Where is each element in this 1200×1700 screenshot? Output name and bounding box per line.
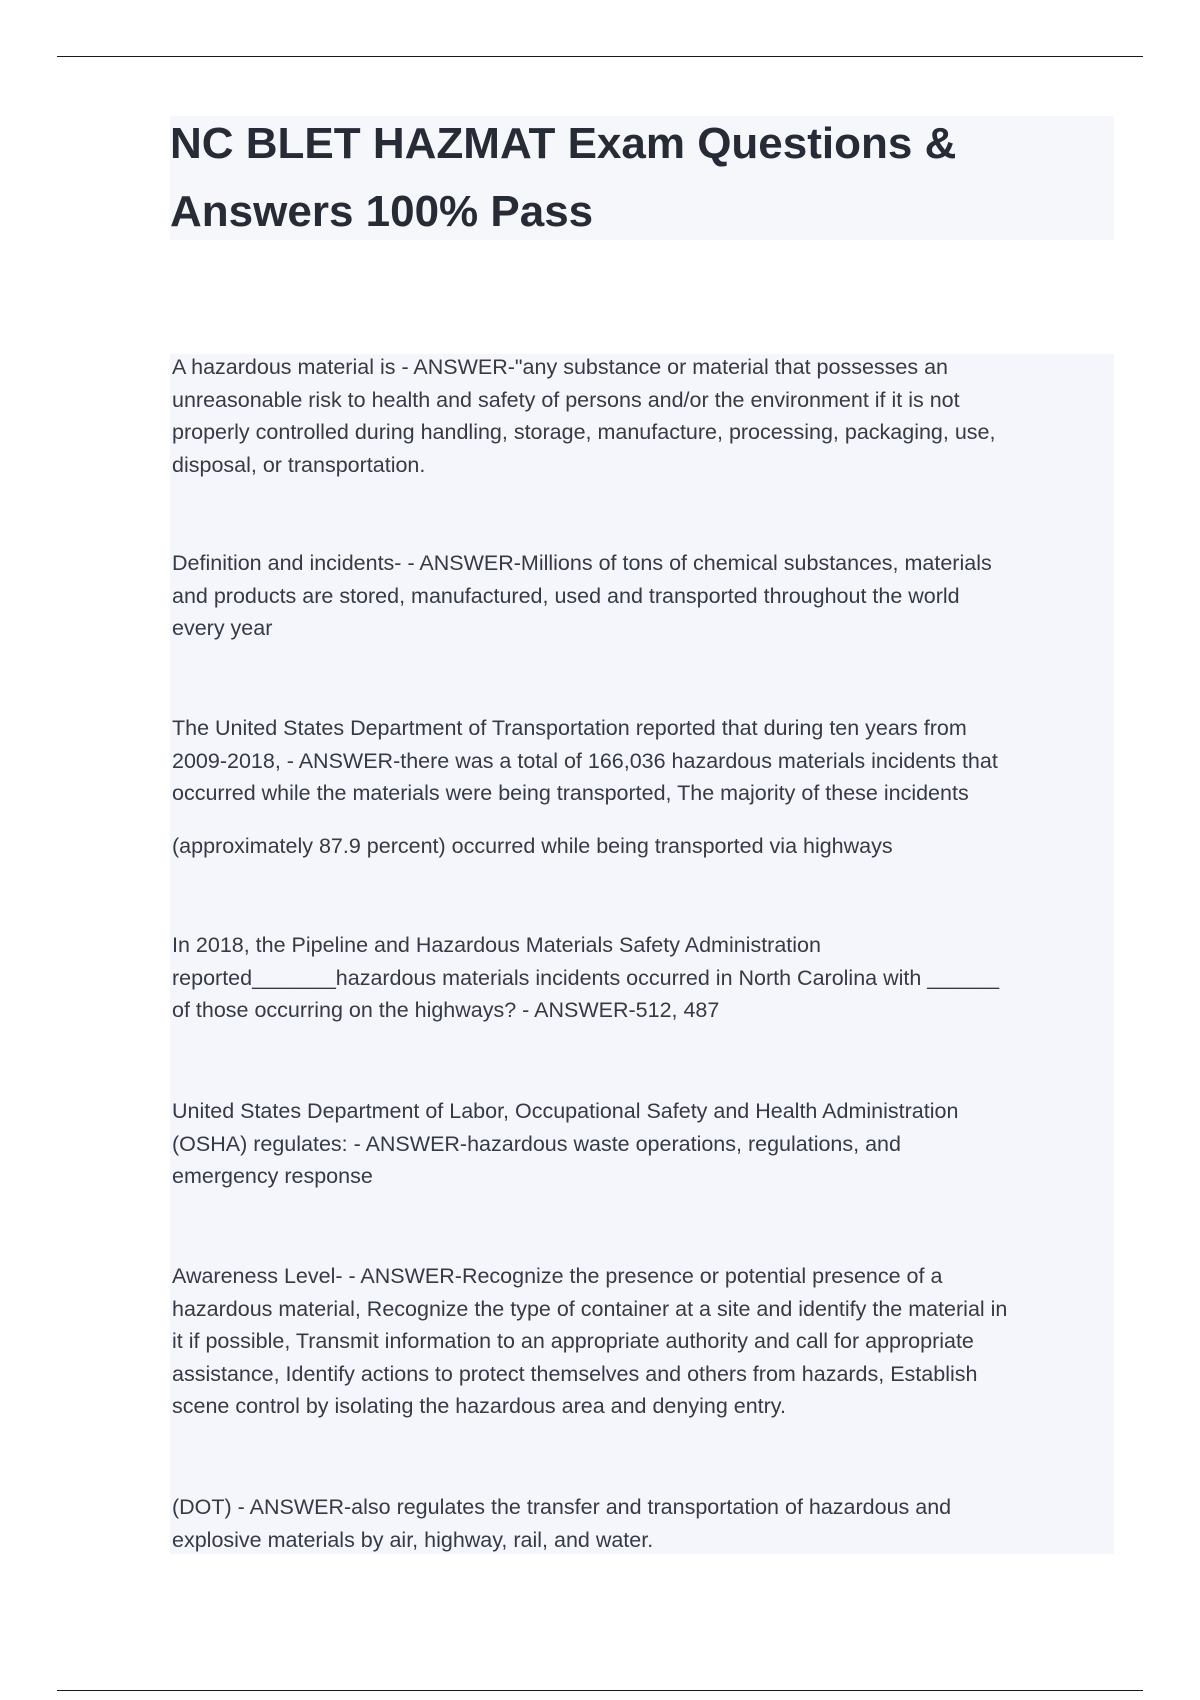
text-line: (DOT) - ANSWER-also regulates the transfer and transportation of hazardous and — [172, 1495, 952, 1519]
qa-entry-dot-report-continued — [172, 830, 1112, 863]
text-line: (approximately 87.9 percent) occurred while being transported via highways — [172, 834, 893, 858]
qa-entry-dot-regulates — [172, 1491, 1112, 1556]
text-line: occurred while the materials were being transported, The majority of these incidents — [172, 781, 969, 805]
text-line: Awareness Level- - ANSWER-Recognize the presence or potential presence of a — [172, 1264, 943, 1288]
text-line: hazardous material, Recognize the type of container at a site and identify the material in — [172, 1296, 1008, 1321]
bottom-rule — [57, 1690, 1143, 1691]
document-title — [170, 110, 1114, 246]
title-block — [170, 116, 1114, 240]
text-line: scene control by isolating the hazardous area and denying entry. — [172, 1394, 786, 1418]
text-line: In 2018, the Pipeline and Hazardous Materials Safety Administration — [172, 933, 821, 957]
qa-entry-awareness-level — [172, 1260, 1112, 1423]
text-line: disposal, or transportation. — [172, 452, 426, 477]
qa-entry-hazardous-material — [172, 351, 1112, 481]
text-line: and products are stored, manufactured, used and transported throughout the world — [172, 583, 960, 608]
text-line: A hazardous material is - ANSWER-"any substance or material that possesses an — [172, 355, 949, 379]
text-line: The United States Department of Transportation reported that during ten years from — [172, 716, 967, 740]
qa-entry-definition-incidents — [172, 547, 1112, 645]
text-line: unreasonable risk to health and safety of persons and/or the environment if it is not — [172, 387, 960, 412]
text-line: it if possible, Transmit information to an appropriate authority and call for appropriate — [172, 1329, 974, 1353]
qa-entry-dot-report — [172, 712, 1112, 810]
text-line: every year — [172, 616, 273, 640]
text-line: emergency response — [172, 1164, 373, 1188]
top-rule — [57, 56, 1143, 57]
title-line-1: NC BLET HAZMAT Exam Questions & — [170, 119, 957, 168]
text-line: assistance, Identify actions to protect themselves and others from hazards, Establish — [172, 1361, 978, 1386]
text-line: of those occurring on the highways? - ANSWER-512, 487 — [172, 998, 720, 1022]
qa-entry-phmsa-2018 — [172, 929, 1112, 1027]
qa-entry-osha — [172, 1095, 1112, 1193]
text-line: reported_______hazardous materials incidents occurred in North Carolina with ______ — [172, 965, 1000, 990]
text-line: Definition and incidents- - ANSWER-Millions of tons of chemical substances, materials — [172, 551, 992, 575]
text-line: 2009-2018, - ANSWER-there was a total of 166,036 hazardous materials incidents that — [172, 748, 998, 773]
text-line: United States Department of Labor, Occupational Safety and Health Administration — [172, 1099, 959, 1123]
text-line: (OSHA) regulates: - ANSWER-hazardous waste operations, regulations, and — [172, 1131, 901, 1156]
text-line: explosive materials by air, highway, rail, and water. — [172, 1527, 654, 1552]
title-line-2: Answers 100% Pass — [170, 187, 594, 236]
text-line: properly controlled during handling, storage, manufacture, processing, packaging, use, — [172, 420, 996, 444]
